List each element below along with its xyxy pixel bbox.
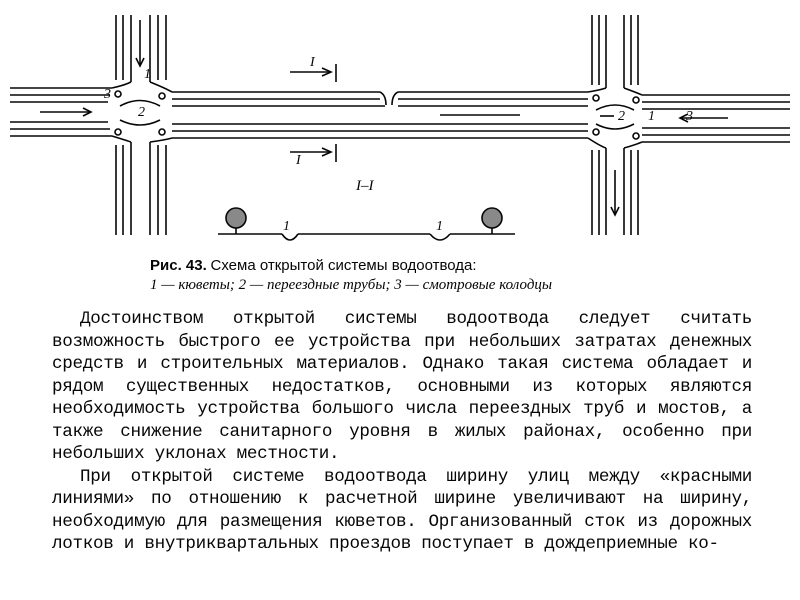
paragraph: Достоинством открытой системы водоотвода следует считать возможность быстрого ее устройства при небольших затратах денежных средств и строительных материалов. Однако такая система обладает и рядом существенных недостатков, основными из которых являются необходимость устройства большого числа переездных труб и мостов, а также снижение санитарного уровня в жилых районах, особенно при небольших уклонах местности.	[52, 309, 752, 464]
figure-number: Рис. 43.	[150, 257, 207, 274]
cross-section-trees	[226, 208, 502, 228]
caption-title-line	[150, 256, 750, 276]
callout-kyuvety-right: 1	[648, 109, 655, 124]
figure-legend: 1 — кюветы; 2 — переездные трубы; 3 — смотровые колодцы	[150, 277, 553, 293]
tree-left-icon	[226, 208, 246, 228]
section-markers	[290, 64, 336, 162]
callout-well-left: 3	[104, 87, 111, 102]
callout-kyuvet-section-right: 1	[436, 219, 443, 234]
callout-well-right: 3	[686, 109, 693, 124]
figure-title: Схема открытой системы водоотвода:	[210, 257, 477, 274]
drainage-scheme-figure	[0, 0, 800, 250]
section-marker-bottom: I	[296, 153, 301, 168]
body-text	[52, 308, 752, 556]
right-intersection	[588, 88, 642, 148]
paragraph: При открытой системе водоотвода ширину улиц между «красными линиями» по отношению к расчетной ширине увеличивают на ширину, необходимую для размещения кюветов. Организованный сток из дорожных лотков и внутриквартальных проездов поступает в дождеприемные ко-	[52, 466, 752, 554]
cross-section	[218, 225, 515, 240]
figure-caption	[150, 256, 750, 295]
drainage-scheme-drawing	[0, 0, 800, 250]
callout-pipe-right: 2	[618, 109, 625, 124]
callout-kyuvety-top: 1	[144, 67, 151, 82]
tree-right-icon	[482, 208, 502, 228]
callout-kyuvet-section-left: 1	[283, 219, 290, 234]
section-label: I–I	[356, 178, 374, 194]
horizontal-street	[10, 88, 790, 142]
callout-pipe-left: 2	[138, 105, 145, 120]
section-marker-top: I	[310, 55, 315, 70]
